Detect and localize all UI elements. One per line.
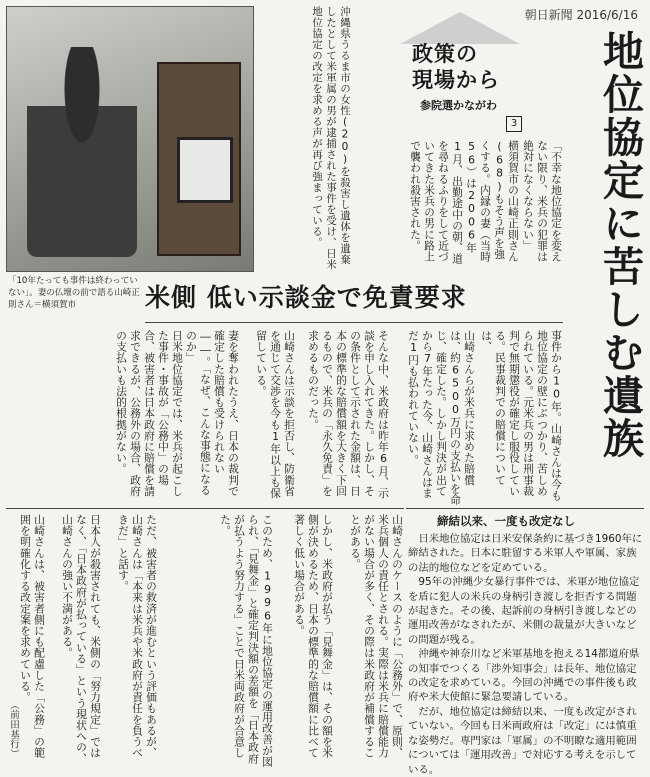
photo xyxy=(6,6,254,272)
man-figure xyxy=(27,47,137,257)
article-col-8: 日米地位協定では、米兵が起こした事件・事故が「公務中」の場合、被害者は日本政府に賠償を請求できるが、公務外の場合、政府の支払いも法的根拠がない。 xyxy=(115,330,184,497)
article-col-9: 山崎さんのケースのように「公務外」で、原則、米兵個人の責任とされる。実際は米兵に賠償能力がない場合が多く、その際は米政府が補償することがある。 xyxy=(349,514,404,759)
box-body xyxy=(408,532,644,776)
article-col-11: このため、1996年に地位協定の運用改善が図られ、「見舞金」と確定判決額の差額を「日本政府が払うよう努力する」ことで日米両政府が合意した。 xyxy=(219,514,274,767)
article-col-10: しかし、米政府が払う「見舞金」は、その額を米側が決めるため、日本の標準的な賠償額に比べて著しく低い場合がある。 xyxy=(293,514,334,759)
headline: 地位協定に苦しむ遺族 xyxy=(596,30,644,460)
article-col-12: ただ、被害者の救済が進むという評価もあるが、山崎さんは「本来は米兵や米政府が責任を負うべきだ」と話す。 xyxy=(117,514,158,759)
article-col-6: 山崎さんは示談を拒否し、防衛省を通じて交渉を今も1年以上も保留している。 xyxy=(255,330,296,499)
series-logo xyxy=(392,12,528,132)
logo-line1: 政策の xyxy=(412,42,478,66)
rule-1 xyxy=(145,322,563,323)
article-col-3: 事件から10年。山崎さんは今も地位協定の壁にぶつかり、苦しめられている。元米兵の男は刑事裁判で無期懲役が確定し服役している。民事裁判での賠償については、 xyxy=(480,330,563,501)
box-paragraph: 95年の沖縄少女暴行事件では、米軍が地位協定を盾に犯人の米兵の身柄引き渡しを拒否する問題が起きた。その後、起訴前の身柄引き渡しなどの運用改善がなされたが、米側の裁量が大きいなどの問題が残る。 xyxy=(408,576,640,646)
article-col-1: 「不幸な地位協定を変えない限り、米兵の犯罪は絶対になくならない」 xyxy=(522,140,563,263)
photo-caption: 「10年たっても事件は終わっていない」。妻の仏壇の前で語る山崎正則さん＝横須賀市 xyxy=(8,276,140,310)
box-paragraph: 日米地位協定は日米安保条約に基づき1960年に締結された。日本に駐留する米軍人や軍属、家族の法的地位などを定めている。 xyxy=(408,533,643,574)
article-col-5: そんな中、米政府は昨年6月、示談を申し入れてきた。しかし、その条件として示された金額は、日本の標準的な賠償額を大きく下回るもので、米兵の「永久免責」を求めるものだった。 xyxy=(307,330,390,499)
box-rule xyxy=(406,508,644,509)
box-paragraph: だが、地位協定は締結以来、一度も改定がされていない。今回も日米両政府は「改定」には慎重な姿勢だ。専門家は「軍属」の不明瞭な適用範囲については「運用改善」で対応する考えを示している。 xyxy=(408,705,637,776)
logo-line2: 現場から xyxy=(412,68,500,92)
source-date: 2016/6/16 xyxy=(576,8,638,22)
article-col-14: 山崎さんは、被害者側にも配慮した「公務」の範囲を明確化する改定案を求めている。 xyxy=(19,514,46,759)
rule-2 xyxy=(6,508,404,509)
byline: （前田基行） xyxy=(8,700,19,759)
subhead: 米側 低い示談金で免責要求 xyxy=(145,283,467,312)
logo-number: 3 xyxy=(506,116,522,132)
box-paragraph: 沖縄や神奈川など米軍基地を抱える14都道府県の知事でつくる「渉外知事会」は長年、地位協定の改定を求めている。今回の沖縄での事件後も政府や米大使館に緊急要請している。 xyxy=(408,648,640,704)
box-title: 締結以来、一度も改定なし xyxy=(437,514,575,528)
source-paper: 朝日新聞 xyxy=(524,8,573,22)
article-col-4: 山崎さんらが米兵に求めた賠償は、約6500万円の支払いを命じ、確定した。しかし判決が出てから7年たった今、山崎さんはまだ1円も払われていない。 xyxy=(407,330,476,506)
logo-series: 参院選かながわ xyxy=(420,99,497,112)
article-col-2: 横須賀市の山崎正則さん(68)もそう声を強くする。内縁の妻（当時56）は2006年1月、出勤途中の朝、道を尋ねるふりをして近づいてきた米兵の男に路上で襲われ殺害された。 xyxy=(409,140,520,265)
article-col-13: 日本人が殺害されても、米側の「努力規定」ではなく、「日本政府が払っている」という現状への、山崎さんの強い不満がある。 xyxy=(61,514,102,764)
lead-text: 沖縄県うるま市の女性(20)を殺害し遺体を遺棄したとして米軍属の男が逮捕された事件を受け、日米地位協定の改定を求める声が再び強まっている。 xyxy=(311,6,351,270)
source-label xyxy=(525,6,638,23)
article-col-7: 妻を奪われたうえ、日本の裁判で確定した賠償も受けられない――。「なぜ、こんな事態になるのか」 xyxy=(185,330,240,497)
portrait-frame xyxy=(177,137,233,203)
